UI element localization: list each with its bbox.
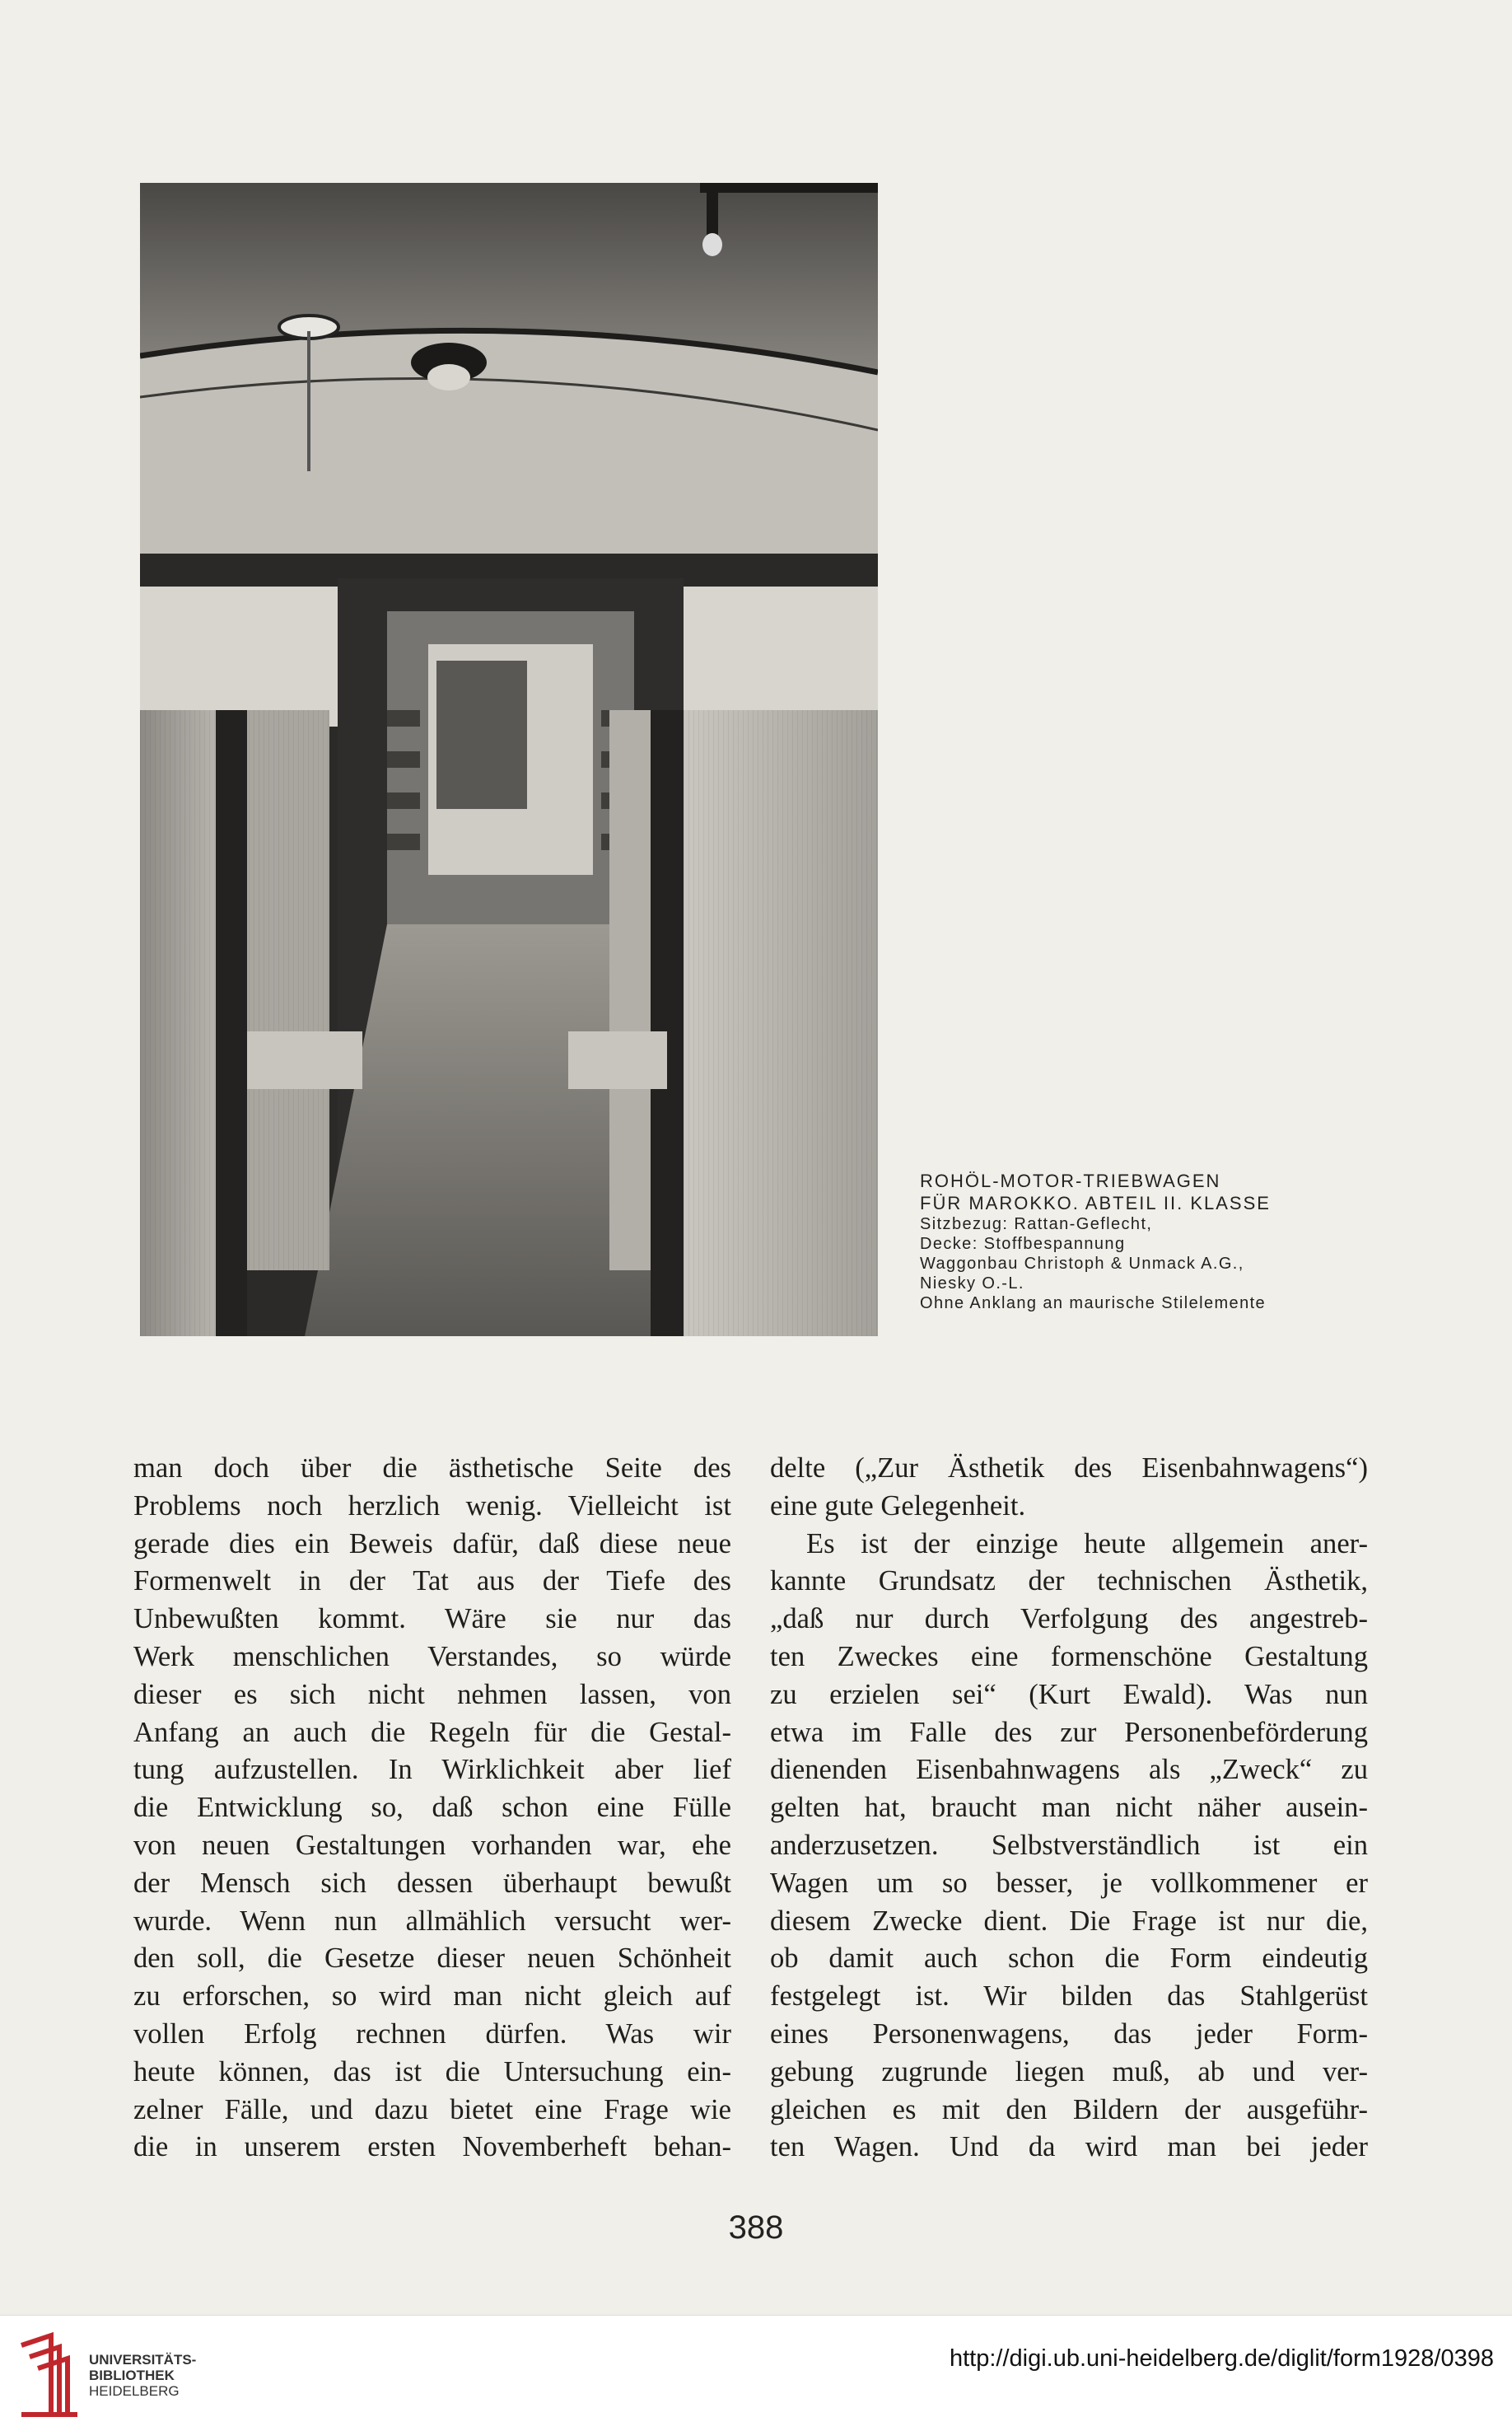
text-line: kannte Grundsatz der technischen Ästhetik, xyxy=(770,1565,1368,1597)
text-line: eine gute Gelegenheit. xyxy=(770,1489,1026,1522)
caption-detail-line: Ohne Anklang an maurische Stilelemente xyxy=(920,1294,1267,1312)
text-line: zelner Fälle, und dazu bietet eine Frage wie xyxy=(133,2093,731,2125)
text-line: die Entwicklung so, daß schon eine Fülle xyxy=(133,1792,731,1824)
text-line: Anfang an auch die Regeln für die Gestal- xyxy=(133,1716,731,1748)
text-line: Wagen um so besser, je vollkommener er xyxy=(770,1867,1368,1899)
institution-line: UNIVERSITÄTS- xyxy=(89,2352,197,2368)
source-url-link[interactable]: http://digi.ub.uni-heidelberg.de/diglit/form1928/0398 xyxy=(949,2345,1494,2372)
text-line: delte („Zur Ästhetik des Eisenbahnwagens“) xyxy=(770,1452,1368,1484)
institution-line: BIBLIOTHEK xyxy=(89,2368,175,2383)
caption-title-line-2: FÜR MAROKKO. ABTEIL II. KLASSE xyxy=(920,1193,1271,1213)
text-line: der Mensch sich dessen überhaupt bewußt xyxy=(133,1867,731,1899)
text-line: Werk menschlichen Verstandes, so würde xyxy=(133,1640,731,1672)
photo-caption xyxy=(920,1170,1348,1313)
text-line: dieser es sich nicht nehmen lassen, von xyxy=(133,1678,731,1710)
caption-detail-line: Waggonbau Christoph & Unmack A.G., xyxy=(920,1255,1244,1273)
caption-detail-line: Niesky O.-L. xyxy=(920,1274,1024,1293)
text-line: Problems noch herzlich wenig. Vielleicht ist xyxy=(133,1489,731,1522)
text-line: ten Zweckes eine formenschöne Gestaltung xyxy=(770,1640,1368,1672)
text-line: die in unserem ersten Novemberheft behan- xyxy=(133,2131,731,2163)
photo-illustration xyxy=(140,183,878,1336)
text-line: „daß nur durch Verfolgung des angestreb- xyxy=(770,1603,1368,1635)
text-line: zu erforschen, so wird man nicht gleich auf xyxy=(133,1980,731,2013)
page-number: 388 xyxy=(728,2209,784,2246)
text-line: anderzusetzen. Selbstverständlich ist ein xyxy=(770,1829,1368,1861)
caption-title-line-1: ROHÖL-MOTOR-TRIEBWAGEN xyxy=(920,1171,1221,1191)
text-line: diesem Zwecke dient. Die Frage ist nur die, xyxy=(770,1905,1368,1937)
text-line: Es ist der einzige heute allgemein aner- xyxy=(806,1527,1368,1559)
text-line: wurde. Wenn nun allmählich versucht wer- xyxy=(133,1905,731,1937)
caption-detail-line: Sitzbezug: Rattan-Geflecht, xyxy=(920,1215,1153,1233)
text-line: man doch über die ästhetische Seite des xyxy=(133,1452,731,1484)
text-line: vollen Erfolg rechnen dürfen. Was wir xyxy=(133,2017,731,2050)
text-line: zu erzielen sei“ (Kurt Ewald). Was nun xyxy=(770,1678,1368,1710)
text-line: festgelegt ist. Wir bilden das Stahlgerüst xyxy=(770,1980,1368,2013)
text-column-right xyxy=(770,1450,1368,2167)
institution-name xyxy=(89,2352,196,2399)
text-line: Unbewußten kommt. Wäre sie nur das xyxy=(133,1603,731,1635)
text-line: dienenden Eisenbahnwagens als „Zweck“ zu xyxy=(770,1754,1368,1786)
text-line: von neuen Gestaltungen vorhanden war, ehe xyxy=(133,1829,731,1861)
text-line: ten Wagen. Und da wird man bei jeder xyxy=(770,2131,1368,2163)
text-line: ob damit auch schon die Form eindeutig xyxy=(770,1942,1368,1975)
institution-line: HEIDELBERG xyxy=(89,2383,180,2399)
text-line: tung aufzustellen. In Wirklichkeit aber lief xyxy=(133,1754,731,1786)
caption-detail-line: Decke: Stoffbespannung xyxy=(920,1235,1126,1253)
text-line: gerade dies ein Beweis dafür, daß diese neue xyxy=(133,1527,731,1559)
text-column-left xyxy=(133,1450,731,2167)
text-line: gelten hat, braucht man nicht näher ausein- xyxy=(770,1792,1368,1824)
text-line: gleichen es mit den Bildern der ausgeführ- xyxy=(770,2093,1368,2125)
text-line: etwa im Falle des zur Personenbeförderung xyxy=(770,1716,1368,1748)
text-line: Formenwelt in der Tat aus der Tiefe des xyxy=(133,1565,731,1597)
railcar-interior-photo xyxy=(140,183,878,1336)
digitization-footer xyxy=(0,2315,1512,2431)
logo-mark xyxy=(21,2335,77,2415)
text-line: heute können, das ist die Untersuchung ein- xyxy=(133,2055,731,2087)
text-line: eines Personenwagens, das jeder Form- xyxy=(770,2017,1368,2050)
university-library-logo-icon xyxy=(16,2329,82,2421)
text-line: den soll, die Gesetze dieser neuen Schönheit xyxy=(133,1942,731,1975)
text-line: gebung zugrunde liegen muß, ab und ver- xyxy=(770,2055,1368,2087)
